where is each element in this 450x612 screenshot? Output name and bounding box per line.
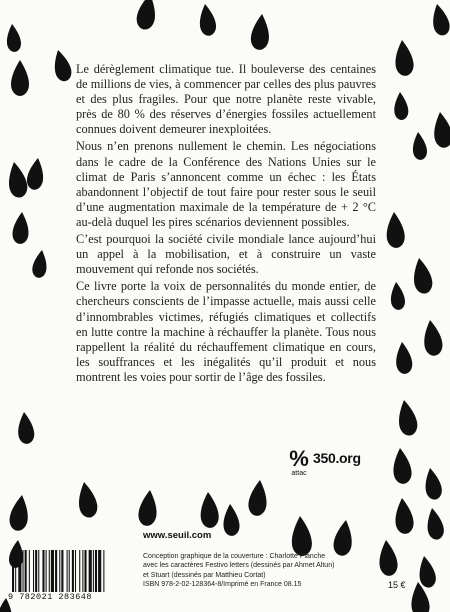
barcode-bar <box>25 550 27 594</box>
blurb-paragraph-1: Le dérèglement climatique tue. Il bouleverse des centaines de millions de vies, à commencer par celles des plus pauvres et des plus fragiles. Pour que notre planète reste vivable, près de 80 % des réserves d’énergies fossiles actuellement connues doivent demeurer inexploitées. <box>76 62 376 137</box>
attac-name: attac <box>291 470 307 477</box>
raindrop-20 <box>395 398 419 437</box>
350-org-logo: 350.org <box>313 450 361 466</box>
raindrop-32 <box>424 507 445 541</box>
raindrop-7 <box>11 60 29 96</box>
raindrop-1 <box>197 3 217 37</box>
raindrop-28 <box>247 479 269 517</box>
raindrop-10 <box>5 160 29 199</box>
barcode-bar <box>98 550 101 594</box>
raindrop-37 <box>222 503 240 536</box>
barcode-bar <box>35 550 37 594</box>
publisher-website[interactable]: www.seuil.com <box>143 530 212 541</box>
barcode-bar <box>59 550 60 594</box>
raindrop-31 <box>393 497 415 535</box>
cover-credits <box>143 552 408 590</box>
barcode-bar <box>103 550 104 594</box>
raindrop-9 <box>431 111 450 149</box>
raindrop-23 <box>422 467 443 501</box>
barcode-bar <box>75 550 76 594</box>
raindrop-12 <box>411 131 428 160</box>
barcode-bar <box>69 550 70 594</box>
raindrop-25 <box>75 480 99 519</box>
raindrop-3 <box>429 2 450 37</box>
raindrop-0 <box>135 0 159 31</box>
attac-logo <box>288 448 310 477</box>
raindrop-8 <box>393 92 409 121</box>
raindrop-4 <box>5 23 22 52</box>
raindrop-5 <box>393 39 415 77</box>
raindrop-13 <box>385 211 405 248</box>
barcode-bar <box>29 550 30 594</box>
blurb-paragraph-2: Nous n’en prenons nullement le chemin. Les négociations dans le cadre de la Conférence des Nations Unies sur le climat de Paris s’annoncent comme un échec : les États abandonnent l’objectif de tout faire pour rester sous le seuil d’une augmentation maximale de la température de + 2 °C au-delà duquel les pires scénarios deviennent possibles. <box>76 139 376 229</box>
credits-line: avec les caractères Festivo letters (dessinés par Ahmet Altun) <box>143 562 335 570</box>
barcode-bar <box>55 550 57 594</box>
raindrop-11 <box>26 157 46 191</box>
blurb-paragraph-4: Ce livre porte la voix de personnalités du monde entier, de chercheurs conscients de l’impasse actuelle, mais aussi celle d’innombrables victimes, réfugiés climatiques et collectifs en lutte contre la machine à réchauffer la planète. Tous nous rappellent la réalité du réchauffement climatique en cours, les souffrances et les inégalités qu’il produit et nous montrent les voies pour sortir de l’âge des fossiles. <box>76 279 376 384</box>
barcode-bars <box>12 550 138 594</box>
barcode-bar <box>38 550 39 594</box>
attac-mark: % <box>289 446 309 471</box>
raindrop-29 <box>290 515 313 556</box>
isbn-barcode <box>8 550 140 602</box>
barcode-bar <box>46 550 47 594</box>
credits-line: Conception graphique de la couverture : Charlotte Planche <box>143 553 326 560</box>
barcode-bar <box>42 550 44 594</box>
barcode-bar <box>61 550 63 594</box>
price: 15 € <box>388 580 406 590</box>
raindrop-16 <box>410 256 434 295</box>
raindrop-22 <box>391 447 413 485</box>
barcode-bar <box>95 550 97 594</box>
raindrop-27 <box>199 491 219 528</box>
barcode-bar <box>33 550 34 594</box>
barcode-bar <box>82 550 83 594</box>
raindrop-26 <box>137 489 159 527</box>
barcode-bar <box>15 550 16 594</box>
raindrop-14 <box>12 211 30 244</box>
barcode-bar <box>23 550 24 594</box>
raindrop-15 <box>31 249 49 279</box>
blurb-paragraph-3: C’est pourquoi la société civile mondiale lance aujourd’hui un appel à la mobilisation, et à construire un vaste mouvement qui refonde nos sociétés. <box>76 232 376 277</box>
barcode-bar <box>93 550 94 594</box>
barcode-bar <box>67 550 68 594</box>
barcode-bar <box>18 550 21 594</box>
partner-logos <box>288 448 388 484</box>
raindrop-18 <box>421 319 444 357</box>
raindrop-6 <box>50 48 73 83</box>
barcode-bar <box>49 550 50 594</box>
barcode-bar <box>79 550 80 594</box>
barcode-bar <box>84 550 86 594</box>
raindrop-19 <box>394 341 413 374</box>
barcode-bar <box>72 550 74 594</box>
barcode-digits: 9 782021 283648 <box>8 592 142 602</box>
credits-line: ISBN 978-2-02-128364-8/Imprimé en France 08.15 <box>143 581 302 589</box>
barcode-bar <box>12 550 14 594</box>
raindrop-24 <box>8 494 31 532</box>
raindrop-2 <box>250 13 271 50</box>
back-cover-blurb <box>76 62 376 387</box>
raindrop-17 <box>389 281 406 310</box>
barcode-bar <box>51 550 54 594</box>
barcode-bar <box>89 550 92 594</box>
raindrop-21 <box>16 411 35 444</box>
credits-line: et Stuart (dessinés par Matthieu Cortat) <box>143 571 266 579</box>
